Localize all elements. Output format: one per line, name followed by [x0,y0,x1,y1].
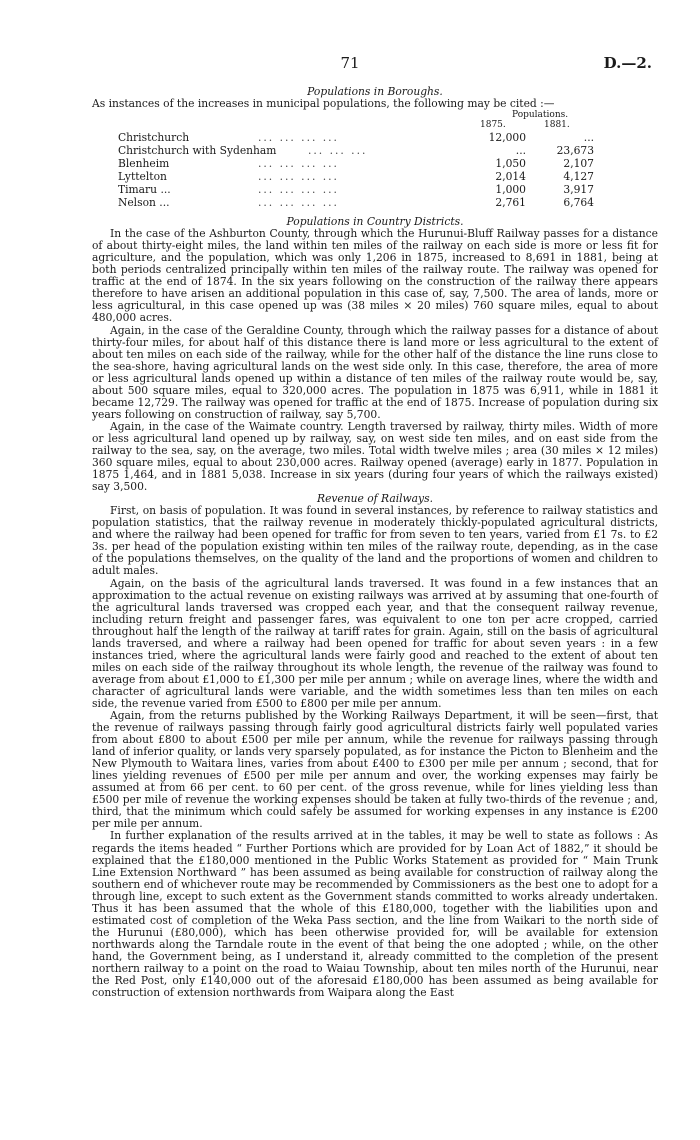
year-1875-header: 1875. [480,120,506,131]
leader-dots: ... ... ... ... [258,196,339,210]
leader-dots: ... ... ... ... [258,170,339,184]
page-number: 71 [340,54,360,72]
leader-dots: ... ... ... ... [258,157,339,171]
country-paragraph-2: Again, in the case of the Geraldine County, through which the railway passes for a distance of about thirty-four miles, for about half of this distance there is land more or less agricultural to the extent of about ten miles on each side of the railway, while for the other half of the distance the line runs close to the sea-shore, having agricultural lands on the west side only. In this case, therefore, the area of more or less agricultural lands opened up within a distance of ten miles of the railway route would be, say, about 500 square miles, equal to 320,000 acres. The population in 1875 was 6,911, while in 1881 it became 12,729. The railway was opened for traffic at the end of 1875. Increase of population during six years following on construction of railway, say 5,700. [92,323,658,421]
population-1875: 2,014 [495,170,526,184]
population-1881: ... [583,131,594,145]
leader-dots: ... ... ... [308,144,368,158]
country-paragraph-1: In the case of the Ashburton County, through which the Hurunui-Bluff Railway passes for a distance of about thirty-eight miles, the land within ten miles of the railway on each side is more or less fit for agriculture, and the population, which was only 1,206 in 1875, increased to 8,691 in 1881, being at both periods centralized principally within ten miles of the railway route. The railway was opened for traffic at the end of 1874. In the six years following on the construction of the railway there appears therefore to have arisen an additional population in this case of, say, 7,500. The area of lands, more or less agricultural, in this case opened up was (38 miles × 20 miles) 760 square miles, equal to about 480,000 acres. [92,227,658,325]
population-1881: 4,127 [563,170,594,184]
document-reference: D.—2. [603,54,652,72]
population-1875: 1,000 [495,183,526,197]
population-1881: 6,764 [563,196,594,210]
revenue-heading: Revenue of Railways. [317,492,433,506]
leader-dots: ... ... ... ... [258,131,339,145]
table-row [118,158,658,170]
table-row [118,171,658,183]
country-paragraph-3: Again, in the case of the Waimate country. Length traversed by railway, thirty miles. Width of more or less agricultural land opened up by railway, say, on west side ten miles, and on east side from the railway to the sea, say, on the average, two miles. Total width twelve miles ; area (30 miles × 12 miles) 360 square miles, equal to about 230,000 acres. Railway opened (average) early in 1877. Population in 1875 1,464, and in 1881 5,038. Increase in six years (during four years of which the railways existed) say 3,500. [92,419,658,494]
page-header [0,54,700,74]
population-1875: 1,050 [495,157,526,171]
year-1881-header: 1881. [544,120,570,131]
population-1875: 12,000 [488,131,526,145]
town-name: Blenheim [118,157,170,171]
revenue-paragraph-3: Again, from the returns published by the Working Railways Department, it will be seen—first, that the revenue of railways passing through fairly good agricultural districts fairly well populated varies from about £800 to about £500 per mile per annum, while the revenue for railways passing through land of inferior quality, or lands very sparsely populated, as for instance the Picton to Blenheim and the New Plymouth to Waitara lines, varies from about £400 to £300 per mile per annum ; second, that for lines yielding revenues of £500 per mile per annum and over, the working expenses may fairly be assumed at from 66 per cent. to 60 per cent. of the gross revenue, while for lines yielding less than £500 per mile of revenue the working expenses should be taken at fully two-thirds of the revenue ; and, third, that the minimum which could safely be assumed for working expenses in any instance is £200 per mile per annum. [92,709,658,831]
country-heading: Populations in Country Districts. [286,215,464,229]
population-1881: 3,917 [563,183,594,197]
table-row [118,132,658,144]
town-name: Christchurch [118,131,190,145]
population-1881: 2,107 [563,157,594,171]
town-name: Christchurch with Sydenham [118,144,277,158]
town-name: Lyttelton [118,170,167,184]
table-row [118,184,658,196]
populations-label: Populations. [512,110,569,121]
population-table [92,110,658,230]
revenue-paragraph-2: Again, on the basis of the agricultural lands traversed. It was found in a few instances that an approximation to the actual revenue on existing railways was arrived at by assuming that one-fourth of the agricultural lands traversed was cropped each year, and that the consequent railway revenue, including return freight and passenger fares, was equivalent to one ton per acre cropped, carried throughout half the length of the railway at tariff rates for grain. Again, still on the basis of agricultural lands traversed, and where a railway had been opened for traffic for about seven years : in a few instances tried, where the agricultural lands were fairly good and reached to the extent of about ten miles on each side of the railway throughout its whole length, the revenue of the railway was found to average from about £1,000 to £1,300 per mile per annum ; while on average lines, where the width and character of agricultural lands were variable, and the width sometimes less than ten miles on each side, the revenue varied from £500 to £800 per mile per annum. [92,576,658,710]
population-1881: 23,673 [556,144,594,158]
table-row [118,197,658,209]
page-body [92,86,658,999]
boroughs-intro: As instances of the increases in municipal populations, the following may be cited :— [92,97,555,111]
leader-dots: ... ... ... ... [258,183,339,197]
town-name: Timaru ... [118,183,171,197]
boroughs-heading: Populations in Boroughs. [307,85,443,98]
revenue-paragraph-4: In further explanation of the results arrived at in the tables, it may be well to state as follows : As regards the items headed “ Further Portions which are provided for by Loan Act of 1882,” it should be explained that the £180,000 mentioned in the Public Works Statement as provided for “ Main Trunk Line Extension Northward ” has been assumed as being available for construction of railway along the southern end of whichever route may be recommended by Commissioners as the best one to adopt for a through line, except to such extent as the Government stands committed to works already undertaken. Thus it has been assumed that the whole of this £180,000, together with the liabilities upon and estimated cost of completion of the Weka Pass section, and the line from Waikari to the north side of the Hurunui (£80,000), which has been otherwise provided for, will be available for extension northwards along the Tarndale route in the event of that being the one adopted ; while, on the other hand, the Government being, as I understand it, already committed to the completion of the present northern railway to a point on the road to Waiau Township, about ten miles north of the Hurunui, near the Red Post, only £140,000 out of the aforesaid £180,000 has been assumed as being available for construction of extension northwards from Waipara along the East [92,829,658,1000]
table-row [118,145,658,157]
town-name: Nelson ... [118,196,170,210]
population-1875: ... [515,144,526,158]
population-1875: 2,761 [495,196,526,210]
revenue-paragraph-1: First, on basis of population. It was found in several instances, by reference to railway statistics and population statistics, that the railway revenue in moderately thickly-populated agricultural districts, and where the railway had been opened for traffic for from seven to ten years, varied from £1 7s. to £2 3s. per head of the population existing within ten miles of the railway route, depending, as in the case of the populations themselves, on the quality of the land and the proportions of women and children to adult males. [92,504,658,578]
